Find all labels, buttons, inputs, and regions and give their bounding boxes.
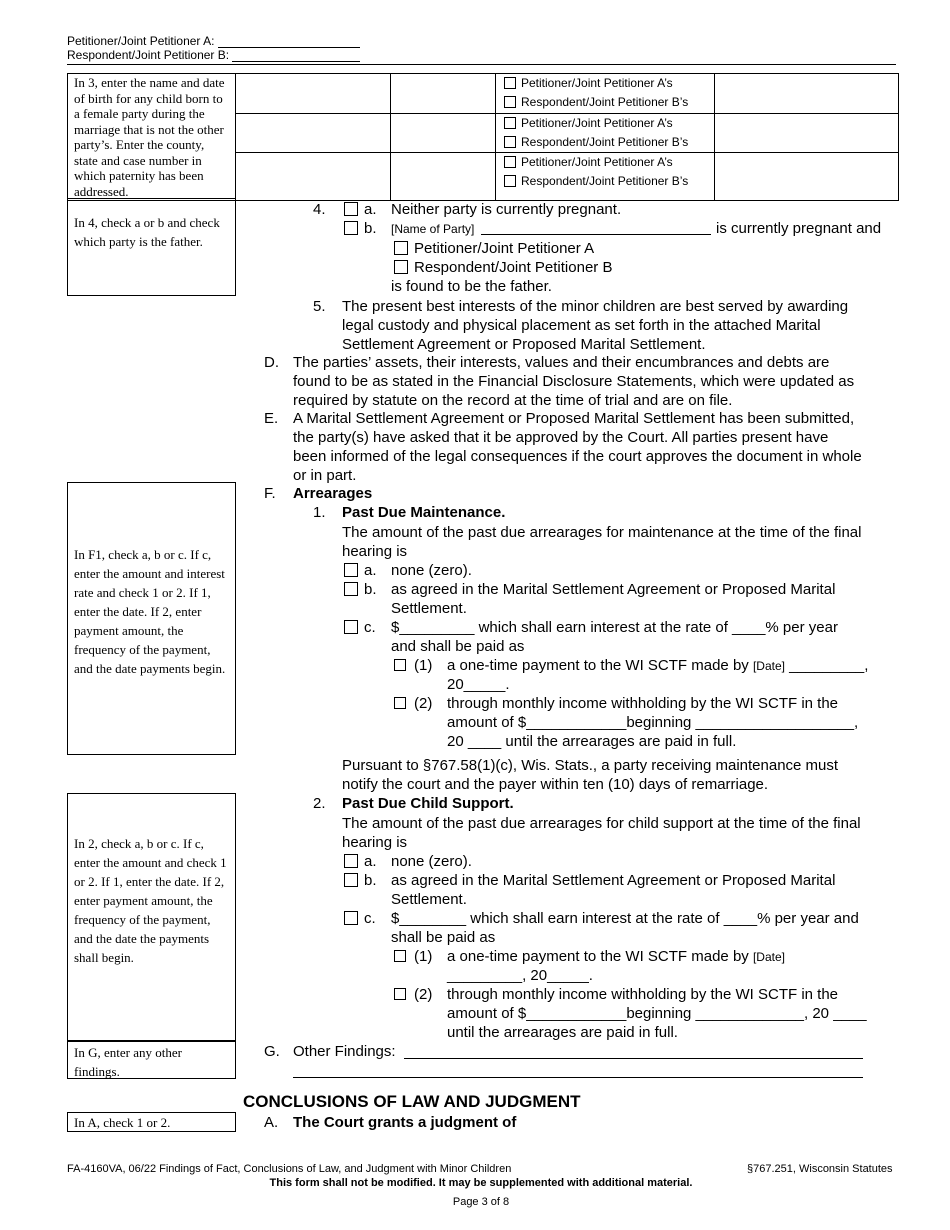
note-g: In G, enter any other findings. — [67, 1041, 236, 1079]
f2c2-text[interactable]: amount of $____________beginning _____________, 20 ____ — [447, 1005, 867, 1022]
father-petitioner-checkbox[interactable] — [394, 241, 408, 255]
note-f1: In F1, check a, b or c. If c, enter the amount and interest rate and check 1 or 2. If 1, enter the date. If 2, enter payment amount, the frequency of the payment, and the date payments begin. — [67, 482, 236, 755]
checkbox-respondent[interactable] — [504, 175, 516, 187]
f1c-text: $_________ which shall earn interest at the rate of ____% per year — [391, 619, 838, 636]
f1c1-checkbox[interactable] — [394, 659, 406, 671]
child-name-cell[interactable] — [236, 113, 391, 153]
footer-form-id: FA-4160VA, 06/22 Findings of Fact, Conclusions of Law, and Judgment with Minor Children — [67, 1163, 512, 1175]
respondent-label: Respondent/Joint Petitioner B: — [67, 48, 230, 62]
option-petitioner: Petitioner/Joint Petitioner A’s — [521, 155, 673, 170]
checkbox-respondent[interactable] — [504, 136, 516, 148]
item-g-letter: G. — [264, 1043, 280, 1060]
item-4a-checkbox[interactable] — [344, 202, 358, 216]
f1-intro: hearing is — [342, 543, 408, 560]
note-a: In A, check 1 or 2. — [67, 1112, 236, 1132]
item-4a-label: a. — [364, 201, 377, 218]
item-5-line: legal custody and physical placement as set forth in the attached Marital — [342, 317, 821, 334]
f2a-label: a. — [364, 853, 377, 870]
item-e-letter: E. — [264, 410, 279, 427]
f1-number: 1. — [313, 504, 326, 521]
father-respondent-label: Respondent/Joint Petitioner B — [414, 259, 613, 276]
item-4b-checkbox[interactable] — [344, 221, 358, 235]
f2a-text: none (zero). — [391, 853, 472, 870]
item-e-line: A Marital Settlement Agreement or Proposed Marital Settlement has been submitted, — [293, 410, 855, 427]
petitioner-label: Petitioner/Joint Petitioner A: — [67, 34, 215, 48]
f2c2-label: (2) — [414, 986, 433, 1003]
note-3: In 3, enter the name and date of birth for any child born to a female party during the marriage that is not the other party’s. Enter the county, state and case number in which paternity has been addressed. — [74, 75, 225, 199]
item-d-line: The parties’ assets, their interests, values and their encumbrances and debts are — [293, 354, 830, 371]
f1c2-text[interactable]: 20 ____ until the arrearages are paid in full. — [447, 733, 737, 750]
f1c2-text: through monthly income withholding by the WI SCTF in the — [447, 695, 839, 712]
f2-number: 2. — [313, 795, 326, 812]
option-respondent: Respondent/Joint Petitioner B’s — [521, 174, 689, 189]
f1c1-label: (1) — [414, 657, 433, 674]
header-rule — [67, 64, 896, 65]
case-info-cell[interactable] — [715, 153, 899, 201]
f2c2-text: until the arrearages are paid in full. — [447, 1024, 678, 1041]
pursuant-text: notify the court and the payer within ten (10) days of remarriage. — [342, 776, 769, 793]
child-name-cell[interactable] — [236, 74, 391, 114]
item-5-line: Settlement Agreement or Proposed Marital Settlement. — [342, 336, 706, 353]
item-4a-text: Neither party is currently pregnant. — [391, 201, 622, 218]
f1c1-text-main: a one-time payment to the WI SCTF made by — [447, 657, 749, 674]
pursuant-text: Pursuant to §767.58(1)(c), Wis. Stats., a party receiving maintenance must — [342, 757, 839, 774]
f2-intro: hearing is — [342, 834, 408, 851]
case-info-cell[interactable] — [715, 74, 899, 114]
f2c-text: $________ which shall earn interest at the rate of ____% per year and — [391, 910, 859, 927]
f2b-label: b. — [364, 872, 377, 889]
item-d-line: required by statute on the record at the time of trial and are on file. — [293, 392, 733, 409]
f1c1-date-hint: [Date] — [752, 659, 785, 673]
item-4b-suffix: is currently pregnant and — [716, 220, 882, 237]
f1a-checkbox[interactable] — [344, 563, 358, 577]
f2-title: Past Due Child Support. — [342, 795, 514, 812]
f1b-text: as agreed in the Marital Settlement Agreement or Proposed Marital — [391, 581, 836, 598]
item-e-line: or in part. — [293, 467, 357, 484]
f1c2-label: (2) — [414, 695, 433, 712]
f2c2-checkbox[interactable] — [394, 988, 406, 1000]
petitioner-name-field[interactable] — [218, 35, 360, 48]
item-f-title: Arrearages — [293, 485, 373, 502]
checkbox-respondent[interactable] — [504, 96, 516, 108]
f1c-checkbox[interactable] — [344, 620, 358, 634]
page-number: Page 3 of 8 — [452, 1196, 510, 1208]
f2c-checkbox[interactable] — [344, 911, 358, 925]
child-party-cell — [496, 74, 715, 114]
f2c1-date-hint: [Date] — [752, 950, 785, 964]
footer-notice: This form shall not be modified. It may be supplemented with additional material. — [269, 1177, 693, 1189]
father-text: is found to be the father. — [391, 278, 552, 295]
f2c1-label: (1) — [414, 948, 433, 965]
option-petitioner: Petitioner/Joint Petitioner A’s — [521, 115, 673, 130]
item-5-line: The present best interests of the minor children are best served by awarding — [342, 298, 849, 315]
f1c1-text — [447, 656, 868, 676]
option-respondent: Respondent/Joint Petitioner B’s — [521, 95, 689, 109]
footer-statute: §767.251, Wisconsin Statutes — [747, 1163, 893, 1175]
f2b-text: as agreed in the Marital Settlement Agreement or Proposed Marital — [391, 872, 836, 889]
case-info-cell[interactable] — [715, 113, 899, 153]
option-petitioner: Petitioner/Joint Petitioner A’s — [521, 76, 673, 90]
child-name-cell[interactable] — [236, 153, 391, 201]
checkbox-petitioner[interactable] — [504, 156, 516, 168]
item-e-line: been informed of the legal consequences if the court approves the document in whole — [293, 448, 862, 465]
f2c-label: c. — [364, 910, 376, 927]
respondent-line — [67, 48, 360, 62]
f2b-text: Settlement. — [391, 891, 467, 908]
pregnant-party-field[interactable] — [481, 220, 711, 235]
item-4-number: 4. — [313, 201, 326, 218]
f1b-checkbox[interactable] — [344, 582, 358, 596]
item-g-label: Other Findings: — [293, 1043, 396, 1060]
child-dob-cell[interactable] — [391, 113, 496, 153]
f2c-text: shall be paid as — [391, 929, 496, 946]
table-row — [68, 74, 899, 114]
note-f2: In 2, check a, b or c. If c, enter the amount and check 1 or 2. If 1, enter the date. If 2, enter payment amount, the frequency of the payment, and the date the payments shall begin. — [67, 793, 236, 1041]
child-dob-cell[interactable] — [391, 74, 496, 114]
item-e-line: the party(s) have asked that it be approved by the Court. All parties present have — [293, 429, 829, 446]
item-f-letter: F. — [264, 485, 276, 502]
f2c1-date-field[interactable]: _________, 20_____. — [447, 967, 593, 984]
item-5-number: 5. — [313, 298, 326, 315]
f2c1-text-main: a one-time payment to the WI SCTF made by — [447, 948, 749, 965]
f1b-label: b. — [364, 581, 377, 598]
item-d-line: found to be as stated in the Financial Disclosure Statements, which were updated as — [293, 373, 855, 390]
other-findings-field-2[interactable] — [293, 1062, 863, 1078]
item-4b-label: b. — [364, 220, 377, 237]
f1-intro: The amount of the past due arrearages for maintenance at the time of the final — [342, 524, 862, 541]
conclusion-a-text: The Court grants a judgment of — [293, 1114, 517, 1131]
f2c1-checkbox[interactable] — [394, 950, 406, 962]
checkbox-petitioner[interactable] — [504, 117, 516, 129]
conclusions-heading: CONCLUSIONS OF LAW AND JUDGMENT — [243, 1092, 581, 1111]
f1a-text: none (zero). — [391, 562, 472, 579]
conclusion-a-letter: A. — [264, 1114, 279, 1131]
item-d-letter: D. — [264, 354, 279, 371]
respondent-name-field[interactable] — [232, 49, 360, 62]
f1b-text: Settlement. — [391, 600, 467, 617]
child-party-cell — [496, 153, 715, 201]
note-3-cell — [68, 74, 236, 201]
f1c1-date-field[interactable]: _________, — [789, 657, 869, 674]
f1c2-checkbox[interactable] — [394, 697, 406, 709]
f2c2-text: through monthly income withholding by the WI SCTF in the — [447, 986, 839, 1003]
f2b-checkbox[interactable] — [344, 873, 358, 887]
father-respondent-checkbox[interactable] — [394, 260, 408, 274]
option-respondent: Respondent/Joint Petitioner B’s — [521, 134, 689, 149]
f2-intro: The amount of the past due arrearages for child support at the time of the final — [342, 815, 861, 832]
f1c1-year[interactable]: 20_____. — [447, 676, 510, 693]
checkbox-petitioner[interactable] — [504, 77, 516, 89]
f1c-text: and shall be paid as — [391, 638, 525, 655]
f1a-label: a. — [364, 562, 377, 579]
child-dob-cell[interactable] — [391, 153, 496, 201]
f1c2-text[interactable]: amount of $____________beginning ___________________, — [447, 714, 859, 731]
f2c1-text — [447, 947, 785, 967]
f2a-checkbox[interactable] — [344, 854, 358, 868]
other-findings-field[interactable] — [404, 1043, 863, 1059]
f1c-label: c. — [364, 619, 376, 636]
child-paternity-table — [67, 73, 899, 201]
father-petitioner-label: Petitioner/Joint Petitioner A — [414, 240, 595, 257]
note-4: In 4, check a or b and check which party is the father. — [67, 198, 236, 296]
child-party-cell — [496, 113, 715, 153]
item-4b-prefix: [Name of Party] — [391, 222, 475, 236]
petitioner-line — [67, 34, 360, 48]
f1-title: Past Due Maintenance. — [342, 504, 506, 521]
